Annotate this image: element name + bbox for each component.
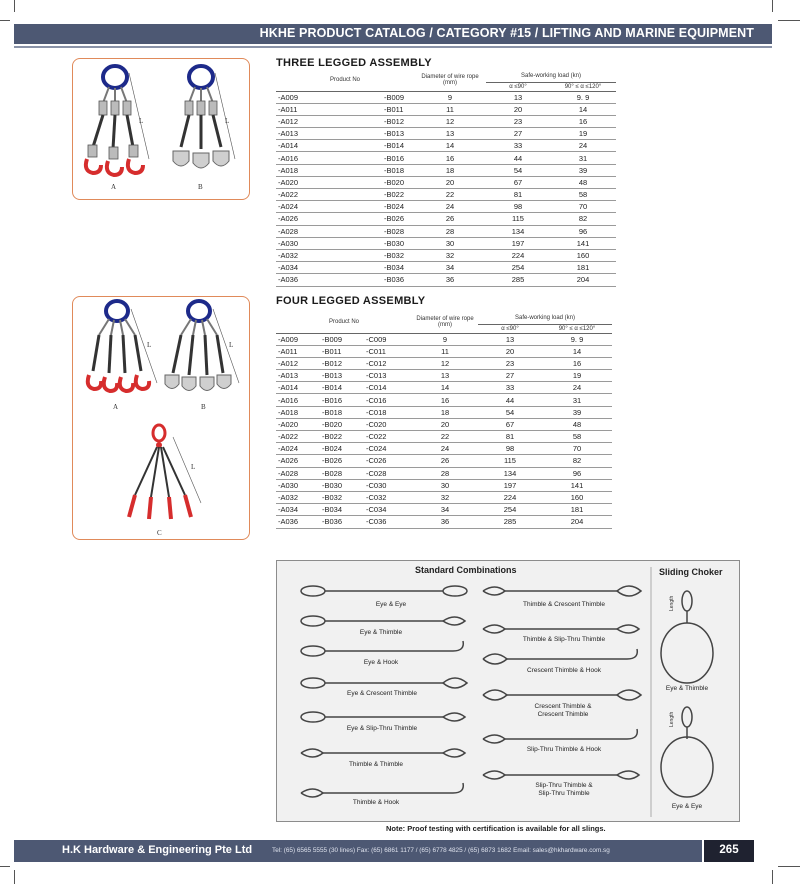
table-row [276, 345, 612, 357]
table-cell: 30 [414, 237, 486, 249]
figure-label-c: C [157, 529, 162, 537]
choker-label: Eye & Thimble [665, 685, 709, 692]
col-angle-1: α ≤90° [486, 82, 550, 91]
three-legged-title: THREE LEGGED ASSEMBLY [276, 57, 432, 69]
table-cell: -A026 [276, 213, 354, 225]
four-legged-image [72, 296, 250, 540]
table-cell: 32 [412, 491, 478, 503]
table-cell: 9. 9 [542, 333, 612, 345]
table-cell: 54 [478, 406, 542, 418]
table-cell: 20 [486, 103, 550, 115]
table-row [276, 274, 616, 286]
table-cell: -A020 [276, 176, 354, 188]
table-cell: -A016 [276, 394, 318, 406]
table-cell: 32 [414, 249, 486, 261]
table-row [276, 164, 616, 176]
table-row [276, 115, 616, 127]
table-cell: -C036 [360, 516, 412, 528]
table-cell: -B009 [354, 91, 414, 103]
table-cell: -C026 [360, 455, 412, 467]
table-cell: -B016 [354, 152, 414, 164]
combo-label: Thimble & Thimble [348, 761, 404, 768]
table-cell: 160 [542, 491, 612, 503]
table-cell: 254 [486, 262, 550, 274]
table-row [276, 382, 612, 394]
table-cell: 181 [550, 262, 616, 274]
table-cell: 285 [478, 516, 542, 528]
table-cell: 204 [550, 274, 616, 286]
table-cell: -A024 [276, 201, 354, 213]
table-cell: 24 [542, 382, 612, 394]
table-cell: -A032 [276, 249, 354, 261]
table-cell: 141 [542, 479, 612, 491]
table-cell: -A016 [276, 152, 354, 164]
table-cell: 20 [478, 345, 542, 357]
table-cell: 11 [412, 345, 478, 357]
table-cell: -B013 [354, 128, 414, 140]
table-cell: 70 [542, 443, 612, 455]
table-cell: 14 [414, 140, 486, 152]
crop-mark [772, 0, 773, 12]
table-cell: -A024 [276, 443, 318, 455]
table-row [276, 394, 612, 406]
table-row [276, 431, 612, 443]
table-cell: -B036 [318, 516, 360, 528]
table-cell: 23 [478, 357, 542, 369]
table-cell: -C034 [360, 504, 412, 516]
table-cell: -A030 [276, 479, 318, 491]
table-row [276, 249, 616, 261]
table-cell: 48 [542, 418, 612, 430]
table-cell: -B012 [318, 357, 360, 369]
table-cell: 26 [414, 213, 486, 225]
table-cell: 28 [414, 225, 486, 237]
table-row [276, 176, 616, 188]
figure-label-b: B [201, 403, 206, 411]
col-swl: Safe-working load (kn) [478, 312, 612, 324]
company-name: H.K Hardware & Engineering Pte Ltd [62, 844, 253, 856]
table-row [276, 333, 612, 345]
catalog-header [14, 24, 772, 44]
table-cell: 27 [478, 370, 542, 382]
table-cell: -C018 [360, 406, 412, 418]
proof-testing-note: Note: Proof testing with certification is available for all slings. [386, 824, 606, 833]
table-cell: -A013 [276, 128, 354, 140]
table-cell: 181 [542, 504, 612, 516]
table-cell: 285 [486, 274, 550, 286]
table-cell: 39 [542, 406, 612, 418]
length-label: L [147, 341, 152, 349]
table-cell: -C009 [360, 333, 412, 345]
col-angle-2: 90° ≤ α ≤120° [550, 82, 616, 91]
col-product-no: Product No [276, 70, 414, 91]
table-cell: -B032 [354, 249, 414, 261]
table-cell: 20 [414, 176, 486, 188]
table-cell: -B024 [318, 443, 360, 455]
table-cell: 22 [414, 189, 486, 201]
four-legged-table [276, 312, 612, 529]
table-cell: 67 [486, 176, 550, 188]
table-row [276, 213, 616, 225]
table-cell: 14 [412, 382, 478, 394]
page-number: 265 [719, 844, 739, 856]
sliding-choker-title: Sliding Choker [659, 567, 723, 577]
combo-label: Thimble & Hook [352, 799, 400, 806]
table-cell: -A026 [276, 455, 318, 467]
crop-mark [772, 870, 773, 884]
table-cell: -A020 [276, 418, 318, 430]
table-cell: -B022 [318, 431, 360, 443]
table-cell: -B028 [318, 467, 360, 479]
combo-label: Eye & Thimble [359, 629, 403, 636]
table-cell: -B011 [354, 103, 414, 115]
table-cell: 16 [414, 152, 486, 164]
table-cell: -C032 [360, 491, 412, 503]
table-cell: 134 [478, 467, 542, 479]
table-cell: -C022 [360, 431, 412, 443]
table-cell: -C014 [360, 382, 412, 394]
table-cell: 224 [486, 249, 550, 261]
table-row [276, 443, 612, 455]
table-cell: 13 [478, 333, 542, 345]
table-cell: 82 [550, 213, 616, 225]
table-cell: 19 [542, 370, 612, 382]
table-row [276, 516, 612, 528]
length-label: L [229, 341, 234, 349]
table-cell: -B028 [354, 225, 414, 237]
table-cell: -A013 [276, 370, 318, 382]
contact-info: Tel: (65) 6565 5555 (30 lines) Fax: (65) 6861 1177 / (65) 6778 4825 / (65) 6873 1682 Email: sales@hkhardware.com.sg [272, 847, 610, 854]
table-cell: -B014 [318, 382, 360, 394]
table-cell: 58 [550, 189, 616, 201]
table-cell: 12 [412, 357, 478, 369]
table-cell: -C013 [360, 370, 412, 382]
table-row [276, 262, 616, 274]
table-cell: -A018 [276, 164, 354, 176]
table-cell: 70 [550, 201, 616, 213]
table-cell: -B012 [354, 115, 414, 127]
col-diameter: Diameter of wire rope (mm) [414, 70, 486, 91]
table-cell: -B013 [318, 370, 360, 382]
table-row [276, 455, 612, 467]
table-row [276, 406, 612, 418]
catalog-title: HKHE PRODUCT CATALOG / CATEGORY #15 / LIFTING AND MARINE EQUIPMENT [259, 26, 754, 40]
table-cell: 9 [412, 333, 478, 345]
table-row [276, 152, 616, 164]
table-cell: -B014 [354, 140, 414, 152]
table-cell: 20 [412, 418, 478, 430]
table-cell: 48 [550, 176, 616, 188]
table-cell: -A034 [276, 262, 354, 274]
combo-label: Eye & Hook [363, 659, 399, 666]
table-cell: 98 [478, 443, 542, 455]
table-cell: 33 [478, 382, 542, 394]
crop-mark [14, 0, 15, 12]
table-cell: 98 [486, 201, 550, 213]
combo-label: Eye & Eye [375, 601, 407, 608]
three-legged-image [72, 58, 250, 200]
crop-mark [778, 20, 800, 21]
table-cell: 18 [412, 406, 478, 418]
table-cell: -A009 [276, 91, 354, 103]
table-cell: 81 [478, 431, 542, 443]
table-row [276, 225, 616, 237]
table-cell: 34 [414, 262, 486, 274]
table-cell: -A030 [276, 237, 354, 249]
table-row [276, 467, 612, 479]
table-cell: 141 [550, 237, 616, 249]
table-cell: 134 [486, 225, 550, 237]
table-cell: 115 [486, 213, 550, 225]
table-cell: 26 [412, 455, 478, 467]
table-cell: 16 [412, 394, 478, 406]
length-label: L [225, 117, 230, 125]
table-cell: 44 [486, 152, 550, 164]
figure-label-a: A [111, 183, 117, 191]
table-cell: -A014 [276, 382, 318, 394]
table-cell: -B030 [318, 479, 360, 491]
table-cell: 30 [412, 479, 478, 491]
table-cell: 197 [486, 237, 550, 249]
table-cell: 27 [486, 128, 550, 140]
combo-label: Eye & Crescent Thimble [347, 690, 417, 697]
table-cell: -B011 [318, 345, 360, 357]
crop-mark [0, 20, 10, 21]
table-row [276, 370, 612, 382]
length-label: L [139, 117, 144, 125]
standard-combinations-title: Standard Combinations [415, 565, 517, 575]
table-cell: 14 [550, 103, 616, 115]
table-row [276, 237, 616, 249]
table-cell: 11 [414, 103, 486, 115]
table-cell: -B024 [354, 201, 414, 213]
col-angle-2: 90° ≤ α ≤120° [542, 324, 612, 333]
table-cell: -A028 [276, 225, 354, 237]
table-row [276, 357, 612, 369]
page-number-box [704, 840, 754, 862]
table-cell: 9 [414, 91, 486, 103]
choker-label: Eye & Eye [671, 803, 703, 810]
table-cell: -C016 [360, 394, 412, 406]
combo-label: Thimble & Slip-Thru Thimble [522, 636, 606, 643]
table-row [276, 140, 616, 152]
table-cell: -A012 [276, 357, 318, 369]
table-cell: 96 [542, 467, 612, 479]
table-cell: 19 [550, 128, 616, 140]
table-row [276, 504, 612, 516]
table-cell: -C028 [360, 467, 412, 479]
table-cell: 204 [542, 516, 612, 528]
table-cell: -B020 [318, 418, 360, 430]
table-cell: -C012 [360, 357, 412, 369]
table-cell: 34 [412, 504, 478, 516]
choker-length-label: Length [669, 711, 675, 727]
combo-label: Thimble & Crescent Thimble [523, 601, 605, 608]
table-row [276, 479, 612, 491]
table-cell: -B034 [318, 504, 360, 516]
table-cell: -B018 [318, 406, 360, 418]
table-cell: -A009 [276, 333, 318, 345]
table-cell: -B034 [354, 262, 414, 274]
table-cell: -B030 [354, 237, 414, 249]
table-cell: -C030 [360, 479, 412, 491]
combo-label: Slip-Thru Thimble & Hook [526, 746, 602, 753]
table-cell: 24 [414, 201, 486, 213]
table-cell: 16 [542, 357, 612, 369]
crop-mark [0, 866, 10, 867]
table-cell: 9. 9 [550, 91, 616, 103]
table-cell: -A012 [276, 115, 354, 127]
table-cell: -B018 [354, 164, 414, 176]
table-cell: 81 [486, 189, 550, 201]
table-cell: -C020 [360, 418, 412, 430]
table-cell: 254 [478, 504, 542, 516]
table-cell: 24 [412, 443, 478, 455]
table-cell: 44 [478, 394, 542, 406]
table-cell: 36 [412, 516, 478, 528]
table-cell: -A036 [276, 274, 354, 286]
table-cell: -A032 [276, 491, 318, 503]
table-cell: 224 [478, 491, 542, 503]
table-cell: 197 [478, 479, 542, 491]
table-cell: 28 [412, 467, 478, 479]
table-cell: -B026 [318, 455, 360, 467]
table-cell: 31 [542, 394, 612, 406]
table-cell: 13 [414, 128, 486, 140]
table-row [276, 189, 616, 201]
table-cell: -A011 [276, 103, 354, 115]
length-label: L [191, 463, 196, 471]
table-cell: -C024 [360, 443, 412, 455]
table-cell: 96 [550, 225, 616, 237]
table-cell: -B009 [318, 333, 360, 345]
table-cell: 33 [486, 140, 550, 152]
table-cell: -A022 [276, 189, 354, 201]
table-cell: 31 [550, 152, 616, 164]
header-divider [14, 46, 772, 48]
table-cell: 36 [414, 274, 486, 286]
table-row [276, 491, 612, 503]
table-row [276, 418, 612, 430]
table-cell: -A034 [276, 504, 318, 516]
table-cell: 160 [550, 249, 616, 261]
col-swl: Safe-working load (kn) [486, 70, 616, 82]
sling-combinations-panel [276, 560, 740, 822]
table-cell: -A011 [276, 345, 318, 357]
table-cell: -A022 [276, 431, 318, 443]
table-cell: 12 [414, 115, 486, 127]
table-cell: -A014 [276, 140, 354, 152]
table-cell: 67 [478, 418, 542, 430]
table-cell: -B032 [318, 491, 360, 503]
four-legged-title: FOUR LEGGED ASSEMBLY [276, 295, 426, 307]
crop-mark [778, 866, 800, 867]
figure-label-a: A [113, 403, 119, 411]
table-row [276, 128, 616, 140]
combo-label: Crescent Thimble & Crescent Thimble [534, 703, 592, 718]
table-cell: -B022 [354, 189, 414, 201]
table-row [276, 103, 616, 115]
three-legged-table [276, 70, 616, 287]
combo-label: Slip-Thru Thimble & Slip-Thru Thimble [535, 782, 593, 797]
footer [14, 840, 702, 862]
table-cell: 24 [550, 140, 616, 152]
table-cell: -A028 [276, 467, 318, 479]
table-cell: 58 [542, 431, 612, 443]
col-diameter: Diameter of wire rope (mm) [412, 312, 478, 333]
table-cell: 115 [478, 455, 542, 467]
figure-label-b: B [198, 183, 203, 191]
table-cell: -B020 [354, 176, 414, 188]
choker-length-label: Length [669, 595, 675, 611]
table-cell: 13 [412, 370, 478, 382]
table-cell: 18 [414, 164, 486, 176]
table-cell: -B036 [354, 274, 414, 286]
table-cell: 22 [412, 431, 478, 443]
table-row [276, 201, 616, 213]
table-cell: -B016 [318, 394, 360, 406]
table-cell: 39 [550, 164, 616, 176]
table-cell: 16 [550, 115, 616, 127]
combo-label: Eye & Slip-Thru Thimble [346, 725, 418, 732]
table-cell: 23 [486, 115, 550, 127]
combo-label: Crescent Thimble & Hook [527, 667, 601, 674]
table-cell: 13 [486, 91, 550, 103]
table-cell: 82 [542, 455, 612, 467]
table-cell: -C011 [360, 345, 412, 357]
col-angle-1: α ≤90° [478, 324, 542, 333]
table-cell: 54 [486, 164, 550, 176]
table-row [276, 91, 616, 103]
crop-mark [14, 870, 15, 884]
table-cell: -A018 [276, 406, 318, 418]
table-cell: -A036 [276, 516, 318, 528]
table-cell: -B026 [354, 213, 414, 225]
table-cell: 14 [542, 345, 612, 357]
col-product-no: Product No [276, 312, 412, 333]
